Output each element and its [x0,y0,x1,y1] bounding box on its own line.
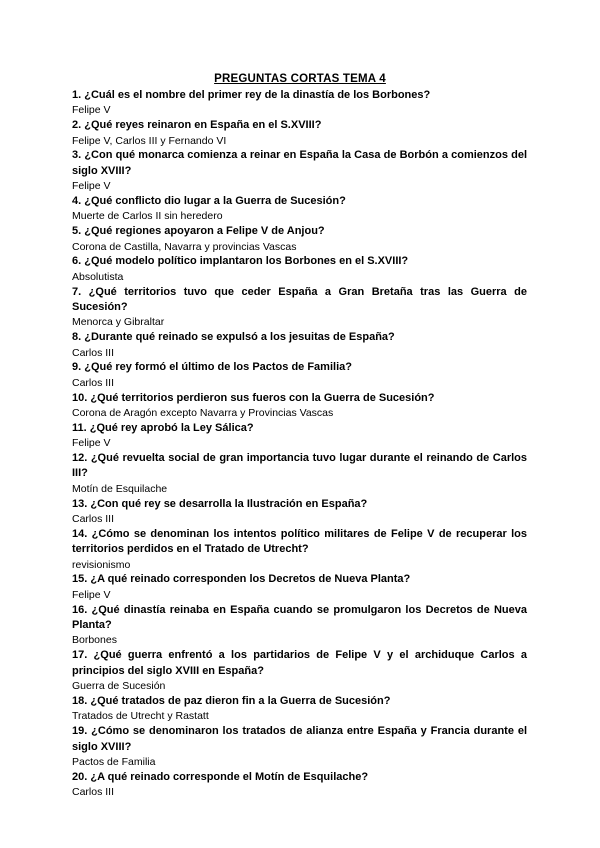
answer-16: Borbones [72,634,117,647]
question-12: 12. ¿Qué revuelta social de gran importancia tuvo lugar durante el reinando de Carlos III? [72,452,527,480]
question-6: 6. ¿Qué modelo político implantaron los Borbones en el S.XVIII? [72,255,409,268]
answer-7: Menorca y Gibraltar [72,316,165,329]
answer-4: Muerte de Carlos II sin heredero [72,210,223,223]
question-9: 9. ¿Qué rey formó el último de los Pactos de Familia? [72,361,352,374]
answer-18: Tratados de Utrecht y Rastatt [72,710,209,723]
question-13: 13. ¿Con qué rey se desarrolla la Ilustración en España? [72,497,368,510]
question-14: 14. ¿Cómo se denominan los intentos político militares de Felipe V de recuperar los territorios perdidos en el Tratado de Utrecht? [72,527,527,556]
question-11: 11. ¿Qué rey aprobó la Ley Sálica? [72,421,254,434]
answer-2: Felipe V, Carlos III y Fernando VI [72,134,227,147]
page-title: PREGUNTAS CORTAS TEMA 4 [214,73,386,85]
question-8: 8. ¿Durante qué reinado se expulsó a los jesuitas de España? [72,331,395,344]
question-10: 10. ¿Qué territorios perdieron sus fueros con la Guerra de Sucesión? [72,391,435,404]
answer-1: Felipe V [72,104,111,117]
question-2: 2. ¿Qué reyes reinaron en España en el S.XVIII? [72,119,322,132]
question-7: 7. ¿Qué territorios tuvo que ceder España a Gran Bretaña tras las Guerra de Sucesión? [72,285,527,314]
answer-6: Absolutista [72,270,124,283]
answer-9: Carlos III [72,376,115,389]
answer-10: Corona de Aragón excepto Navarra y Provincias Vascas [72,407,334,420]
question-17: 17. ¿Qué guerra enfrentó a los partidarios de Felipe V y el archiduque Carlos a principios del siglo XVIII en España? [72,649,527,677]
answer-8: Carlos III [72,346,115,359]
question-16: 16. ¿Qué dinastía reinaba en España cuando se promulgaron los Decretos de Nueva Planta? [72,603,527,632]
answer-13: Carlos III [72,513,115,526]
answer-15: Felipe V [72,588,111,601]
answer-11: Felipe V [72,437,111,450]
answer-3: Felipe V [72,180,111,193]
question-20: 20. ¿A qué reinado corresponde el Motín de Esquilache? [72,770,369,783]
question-5: 5. ¿Qué regiones apoyaron a Felipe V de Anjou? [72,225,325,238]
question-3: 3. ¿Con qué monarca comienza a reinar en España la Casa de Borbón a comienzos del siglo XVIII? [72,149,527,177]
question-18: 18. ¿Qué tratados de paz dieron fin a la Guerra de Sucesión? [72,694,391,707]
answer-12: Motín de Esquilache [72,482,168,495]
answer-20: Carlos III [72,786,115,799]
question-list [72,88,527,800]
answer-19: Pactos de Familia [72,755,156,768]
question-15: 15. ¿A qué reinado corresponden los Decretos de Nueva Planta? [72,573,411,586]
answer-17: Guerra de Sucesión [72,680,166,693]
question-4: 4. ¿Qué conflicto dio lugar a la Guerra de Sucesión? [72,195,346,208]
answer-14: revisionismo [72,558,131,571]
question-19: 19. ¿Cómo se denominaron los tratados de alianza entre España y Francia durante el siglo XVIII? [72,725,527,753]
question-1: 1. ¿Cuál es el nombre del primer rey de la dinastía de los Borbones? [72,89,431,101]
answer-5: Corona de Castilla, Navarra y provincias Vascas [72,240,297,253]
